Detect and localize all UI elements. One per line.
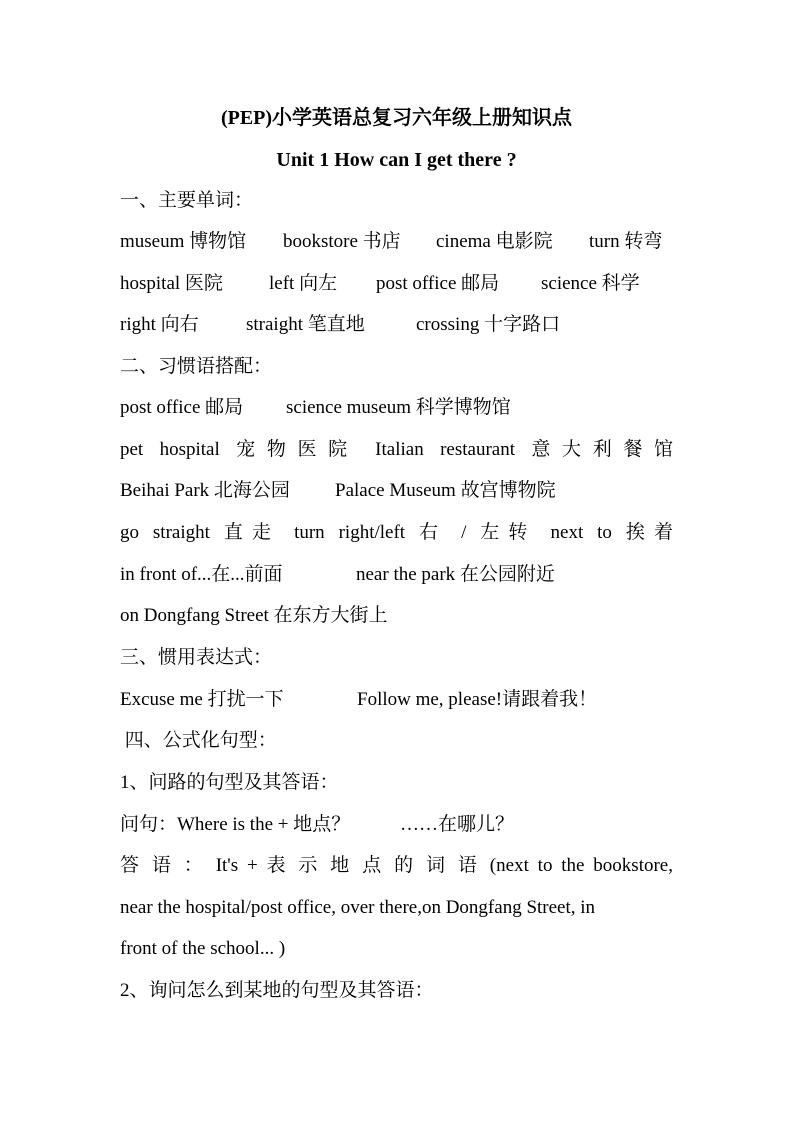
- word: post office 邮局: [376, 273, 500, 294]
- phrase-line: [120, 519, 673, 547]
- answer-line: front of the school... ): [120, 938, 286, 959]
- word: bookstore 书店: [283, 231, 401, 252]
- unit-title: Unit 1 How can I get there ?: [276, 149, 517, 171]
- phrase: Beihai Park 北海公园: [120, 480, 290, 501]
- section-heading: 二、习惯语搭配：: [120, 356, 273, 377]
- word-line: [0, 311, 793, 339]
- subheading: 2、询问怎么到某地的句型及其答语：: [120, 980, 434, 1001]
- word-line: [0, 270, 793, 298]
- section-heading: 四、公式化句型：: [120, 730, 277, 751]
- phrase-line: [0, 394, 793, 422]
- section-heading: 三、惯用表达式：: [120, 647, 273, 668]
- document-title: (PEP)小学英语总复习六年级上册知识点: [220, 107, 573, 129]
- phrase: Palace Museum 故宫博物院: [335, 480, 556, 501]
- expression: Excuse me 打扰一下: [120, 689, 284, 710]
- answer-line: near the hospital/post office, over there,on Dongfang Street, in: [120, 897, 596, 918]
- phrase-line: [0, 477, 793, 505]
- phrase: science museum 科学博物馆: [286, 397, 511, 418]
- word: crossing 十字路口: [416, 314, 561, 335]
- word: science 科学: [541, 273, 640, 294]
- word: cinema 电影院: [436, 231, 553, 252]
- phrase: Italian restaurant 意大利餐馆: [375, 439, 673, 460]
- word: left 向左: [269, 273, 338, 294]
- phrase: pet hospital 宠物医院: [120, 439, 359, 460]
- phrase: in front of...在...前面: [120, 564, 283, 585]
- section-heading: 一、主要单词：: [120, 190, 254, 211]
- phrase: go straight 直走: [120, 522, 281, 543]
- phrase-line: [0, 602, 793, 630]
- expression: Follow me, please!请跟着我！: [357, 689, 598, 710]
- phrase: turn right/left 右 / 左转: [294, 522, 537, 543]
- phrase: near the park 在公园附近: [356, 564, 555, 585]
- question-line: 问句：Where is the + 地点？ ……在哪儿？: [120, 814, 515, 835]
- word: hospital 医院: [120, 273, 223, 294]
- word: right 向右: [120, 314, 199, 335]
- word-line: [0, 228, 793, 256]
- phrase: next to 挨着: [550, 522, 673, 543]
- phrase: on Dongfang Street 在东方大街上: [120, 605, 388, 626]
- answer-line: 答 语 ： It's + 表 示 地 点 的 词 语 (next to the bookstore,: [120, 855, 673, 876]
- phrase: post office 邮局: [120, 397, 244, 418]
- expression-line: [0, 686, 793, 714]
- phrase-line: [120, 436, 673, 464]
- word: straight 笔直地: [246, 314, 365, 335]
- word: museum 博物馆: [120, 231, 247, 252]
- word: turn 转弯: [589, 231, 663, 252]
- phrase-line: [0, 561, 793, 589]
- subheading: 1、问路的句型及其答语：: [120, 772, 339, 793]
